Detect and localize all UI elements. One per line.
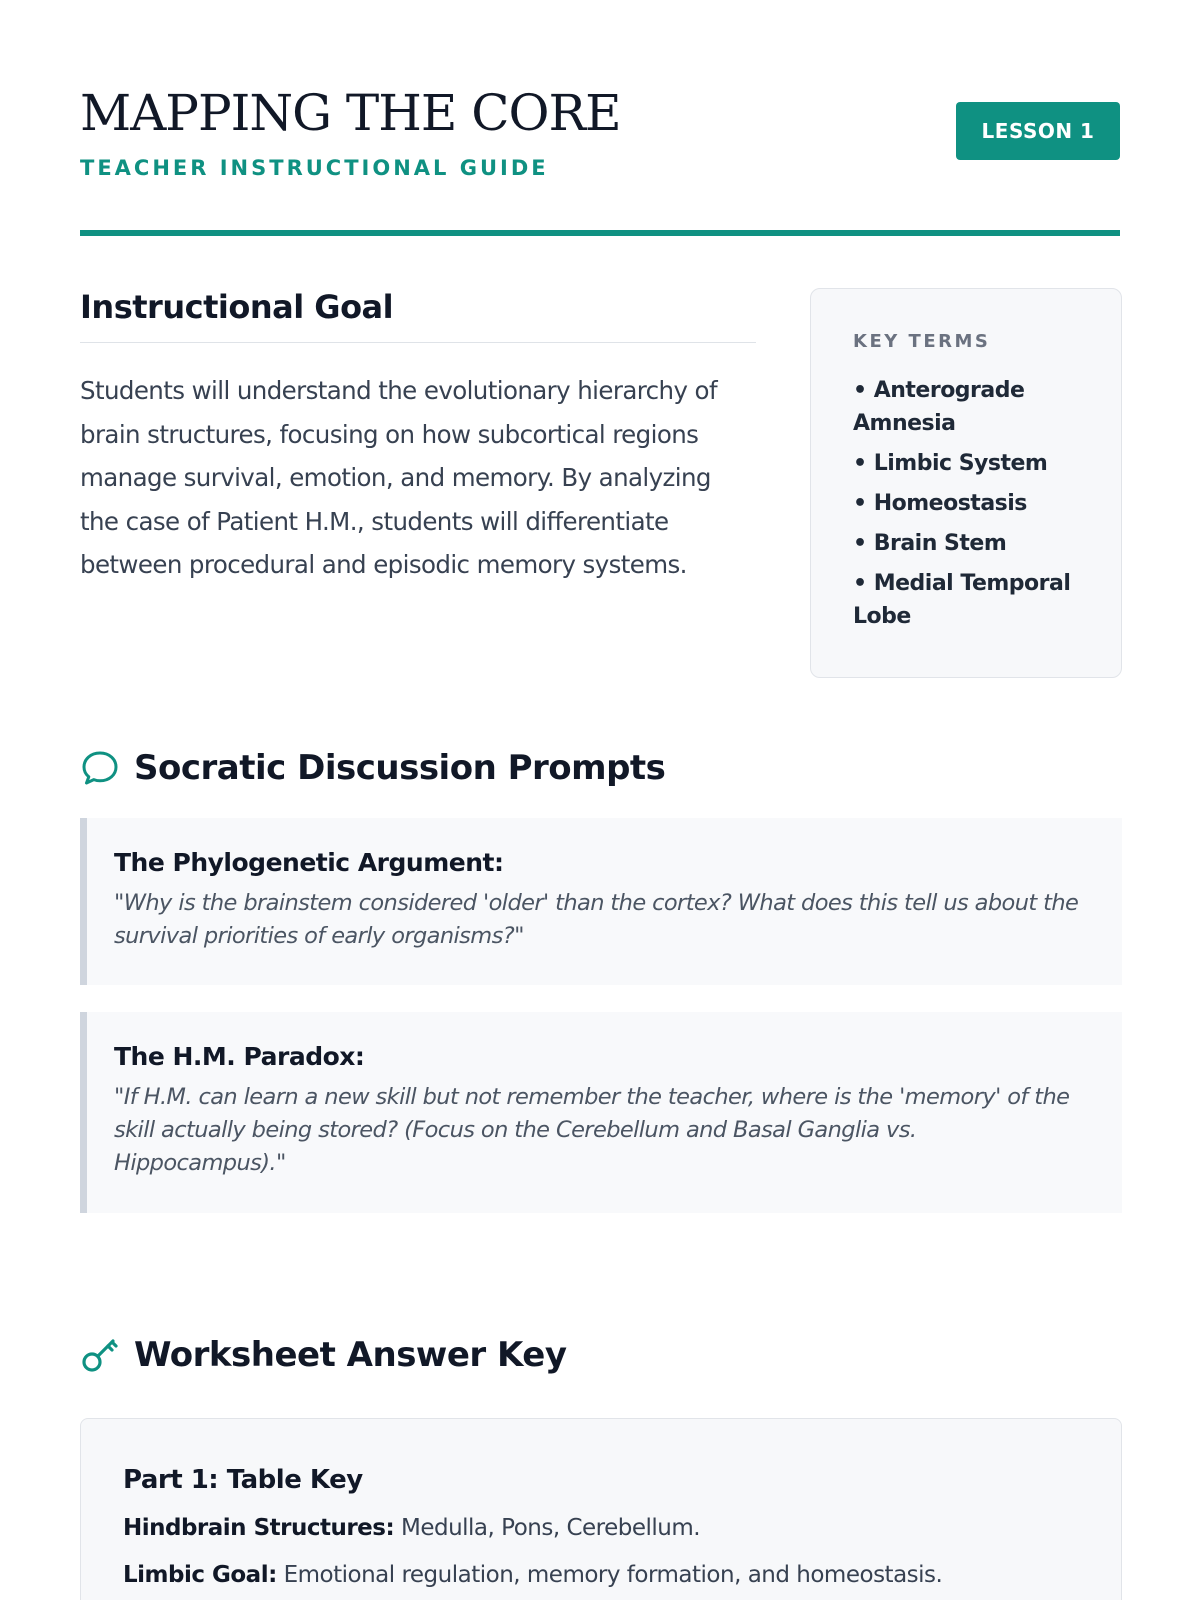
socratic-heading-row xyxy=(80,748,665,789)
prompt-quote: "Why is the brainstem considered 'older' than the cortex? What does this tell us about the survival priorities of early organisms?" xyxy=(114,890,1079,949)
key-term-item: • Homeostasis xyxy=(853,491,1027,516)
answer-key-value: Emotional regulation, memory formation, and homeostasis. xyxy=(283,1562,943,1588)
key-term-item: • Medial Temporal Lobe xyxy=(853,571,1071,629)
key-terms-box xyxy=(810,288,1122,678)
instructional-goal-heading: Instructional Goal xyxy=(80,288,756,343)
answer-key-value: Medulla, Pons, Cerebellum. xyxy=(400,1515,701,1541)
answer-key-line xyxy=(123,1513,1079,1543)
header xyxy=(80,80,1120,236)
prompt-quote: "If H.M. can learn a new skill but not remember the teacher, where is the 'memory' of the skill actually being stored? (Focus on the Cerebellum and Basal Ganglia vs. Hippocampus)." xyxy=(114,1084,1070,1176)
key-terms-list xyxy=(853,374,1081,633)
answer-key-heading: Worksheet Answer Key xyxy=(134,1335,567,1375)
instructional-goal-text: Students will understand the evolutionary hierarchy of brain structures, focusing on how subcortical regions manage survival, emotion, and memory. By analyzing the case of Patient H.M., students will differentiate between procedural and episodic memory systems. xyxy=(80,376,717,580)
answer-key-heading-row xyxy=(80,1335,566,1376)
part-title: Part 1: Table Key xyxy=(123,1465,363,1495)
discussion-prompt-card xyxy=(80,818,1122,985)
answer-key-card xyxy=(80,1418,1122,1600)
lesson-badge: LESSON 1 xyxy=(956,102,1120,160)
speech-bubble-icon xyxy=(80,748,120,788)
answer-key-label: Limbic Goal: xyxy=(123,1562,277,1588)
prompt-title: The H.M. Paradox: xyxy=(114,1042,365,1071)
discussion-prompt-card xyxy=(80,1012,1122,1213)
instructional-goal-section xyxy=(80,288,756,587)
key-terms-label: KEY TERMS xyxy=(853,331,991,352)
document-subtitle: TEACHER INSTRUCTIONAL GUIDE xyxy=(80,156,549,180)
key-term-item: • Anterograde Amnesia xyxy=(853,378,1025,436)
document-title: MAPPING THE CORE xyxy=(80,84,621,142)
key-term-item: • Limbic System xyxy=(853,451,1048,476)
socratic-heading: Socratic Discussion Prompts xyxy=(134,748,666,788)
key-icon xyxy=(80,1335,120,1375)
key-term-item: • Brain Stem xyxy=(853,531,1007,556)
answer-key-line xyxy=(123,1560,1079,1590)
prompt-title: The Phylogenetic Argument: xyxy=(114,848,504,877)
answer-key-label: Hindbrain Structures: xyxy=(123,1515,395,1541)
